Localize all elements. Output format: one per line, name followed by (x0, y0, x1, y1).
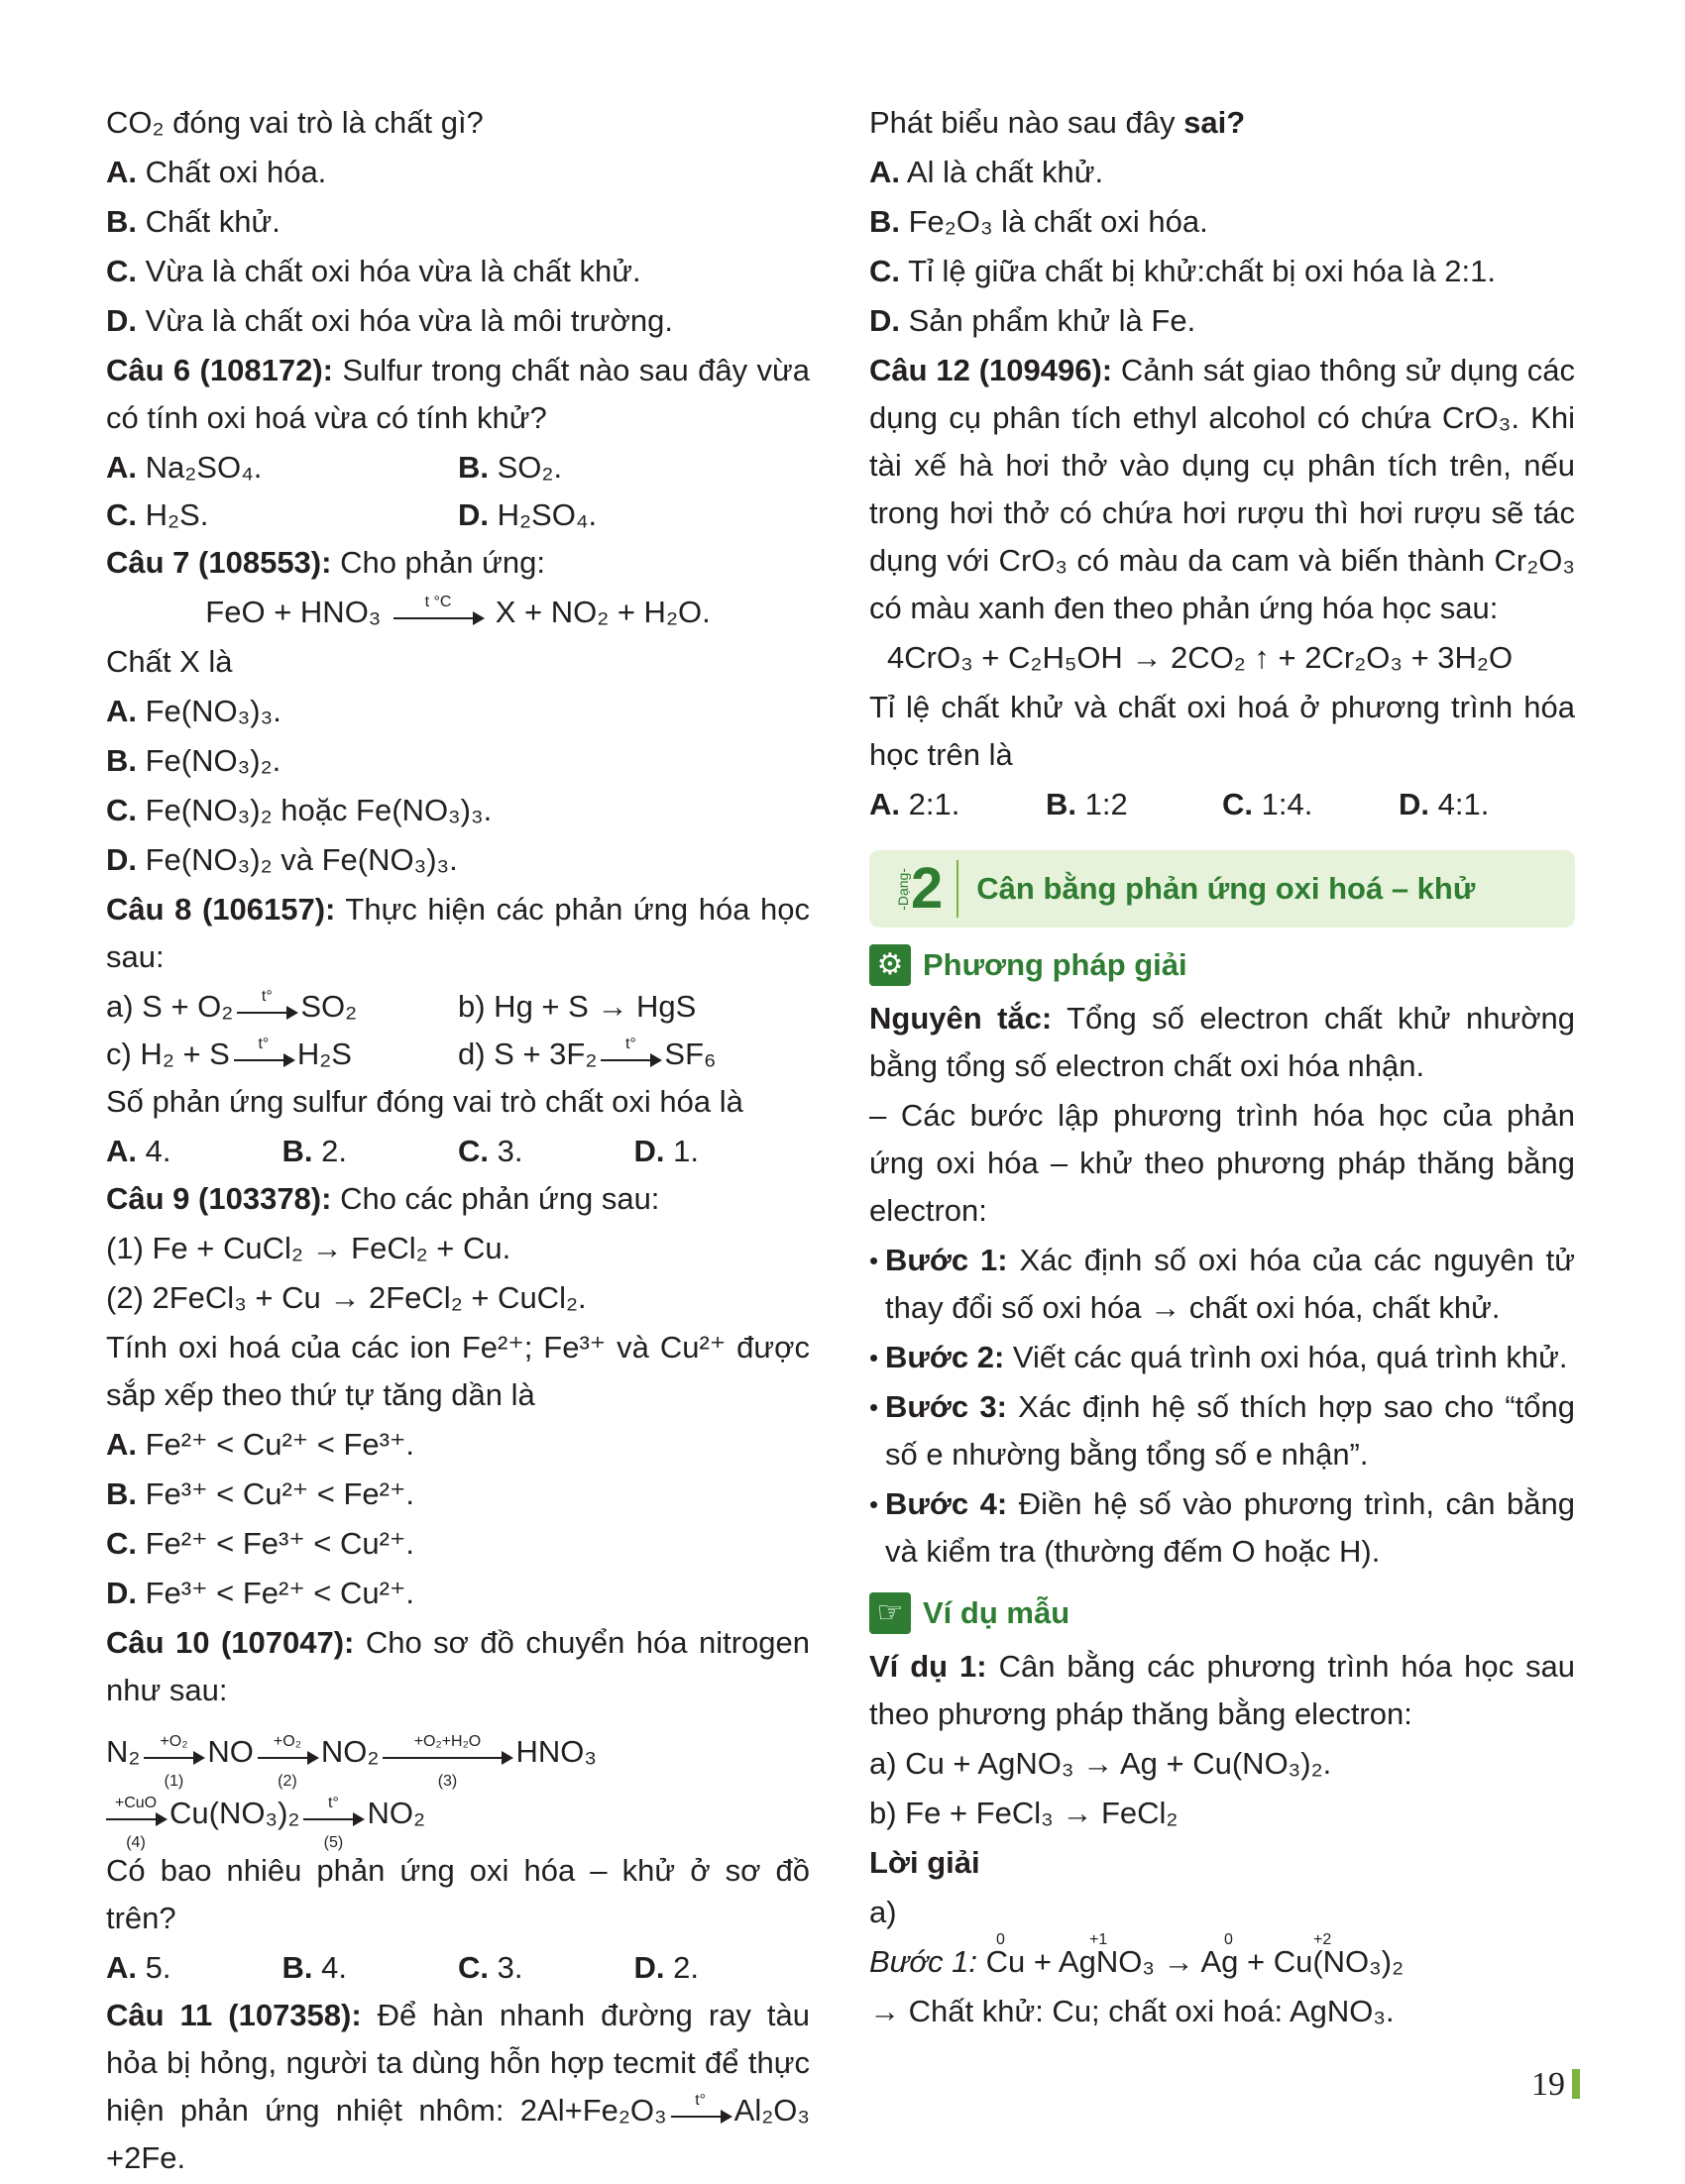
section-number: 2 (911, 856, 944, 921)
q9-option-b: B. Fe³⁺ < Cu²⁺ < Fe²⁺. (106, 1476, 414, 1511)
q7-option-b: B. Fe(NO₃)₂. (106, 743, 281, 778)
q10-option-a: A. 5. (106, 1950, 171, 1985)
method-heading (869, 941, 1575, 989)
principle: Nguyên tắc: Tổng số electron chất khử nhường bằng tổng số electron chất oxi hóa nhận. (869, 1001, 1576, 1083)
step-1: • Bước 1: Xác định số oxi hóa của các nguyên tử thay đổi số oxi hóa → chất oxi hóa, chất khử. (869, 1237, 1575, 1332)
reaction-arrow: $\frac{\text{+O₂}}{(2)}$ (258, 1753, 317, 1755)
q7-equation: FeO + HNO₃ t °C X + NO₂ + H₂O. (205, 593, 711, 629)
question-7: Câu 7 (108553): Cho phản ứng: (106, 545, 545, 580)
q5-option-a: A. Chất oxi hóa. (106, 155, 327, 189)
pointing-hand-icon: ☞ (869, 1592, 911, 1634)
q10-options (106, 1944, 810, 1992)
q8-option-c: C. 3. (458, 1134, 523, 1168)
ox-state-cu: 0 (996, 1931, 1005, 1948)
step-2: • Bước 2: Viết các quá trình oxi hóa, quá trình khử. (869, 1334, 1575, 1381)
question-11: Câu 11 (107358): Để hàn nhanh đường ray tàu hỏa bị hỏng, người ta dùng hỗn hợp tecmit để thực hiện phản ứng nhiệt nhôm: 2Al+Fe₂O₃ t° Al₂O₃ +2Fe. (106, 1998, 810, 2175)
q8-reactions-row2 (106, 1031, 810, 1078)
reaction-arrow: t° (237, 1008, 296, 1010)
page-number: 19 (1531, 2066, 1565, 2103)
q7-option-c: C. Fe(NO₃)₂ hoặc Fe(NO₃)₃. (106, 793, 493, 827)
q5-intro: CO₂ đóng vai trò là chất gì? (106, 105, 484, 140)
q12-equation: 4CrO₃ + C₂H₅OH → 2CO₂ ↑ + 2Cr₂O₃ + 3H₂O (887, 640, 1514, 675)
q12-ask: Tỉ lệ chất khử và chất oxi hoá ở phương trình hóa học trên là (869, 690, 1575, 772)
ox-state-ag-product: 0 (1224, 1931, 1233, 1948)
q8-option-a: A. 4. (106, 1134, 171, 1168)
step-3: • Bước 3: Xác định hệ số thích hợp sao cho “tổng số e nhường bằng tổng số e nhận”. (869, 1383, 1575, 1478)
example-1-a: a) Cu + AgNO₃ → Ag + Cu(NO₃)₂. (869, 1746, 1332, 1781)
q9-ask: Tính oxi hoá của các ion Fe²⁺; Fe³⁺ và Cu²⁺ được sắp xếp theo thứ tự tăng dần là (106, 1330, 810, 1412)
page-number-bar (1572, 2069, 1580, 2099)
q11-option-d: D. Sản phẩm khử là Fe. (869, 303, 1196, 338)
method-title: Phương pháp giải (923, 947, 1187, 982)
q6-option-a: A. Na₂SO₄. (106, 450, 263, 485)
reaction-arrow: +CuO (4) (106, 1814, 166, 1816)
example-heading (869, 1589, 1575, 1637)
q7-option-d: D. Fe(NO₃)₂ và Fe(NO₃)₃. (106, 842, 458, 877)
q8-reaction-d: d) S + 3F₂ t° SF₆ (458, 1035, 717, 1071)
q6-option-b: B. SO₂. (458, 450, 563, 485)
q10-ask: Có bao nhiêu phản ứng oxi hóa – khử ở sơ đồ trên? (106, 1853, 810, 1935)
q11-ask: Phát biểu nào sau đây sai? (869, 105, 1246, 140)
q9-option-c: C. Fe²⁺ < Fe³⁺ < Cu²⁺. (106, 1526, 414, 1561)
q11-option-c: C. Tỉ lệ giữa chất bị khử:chất bị oxi hóa là 2:1. (869, 254, 1496, 288)
q8-reaction-b: b) Hg + S → HgS (458, 989, 697, 1024)
q5-option-c: C. Vừa là chất oxi hóa vừa là chất khử. (106, 254, 641, 288)
q11-option-a: A. Al là chất khử. (869, 155, 1104, 189)
q9-option-d: D. Fe³⁺ < Fe²⁺ < Cu²⁺. (106, 1576, 414, 1610)
section-title: Cân bằng phản ứng oxi hoá – khử (976, 871, 1476, 906)
reaction-arrow: t° (234, 1055, 293, 1057)
q5-option-d: D. Vừa là chất oxi hóa vừa là môi trường. (106, 303, 673, 338)
q10-option-d: D. 2. (633, 1950, 699, 1985)
q6-options-row2 (106, 491, 810, 539)
q9-reaction-1: (1) Fe + CuCl₂ → FeCl₂ + Cu. (106, 1231, 511, 1265)
reaction-arrow: t° (601, 1055, 660, 1057)
q12-option-b: B. 1:2 (1046, 787, 1128, 821)
q8-option-b: B. 2. (281, 1134, 347, 1168)
reaction-arrow: $\frac{t^\circ}{(5)}$ (303, 1814, 363, 1816)
q12-option-c: C. 1:4. (1222, 787, 1313, 821)
q12-options (869, 781, 1575, 828)
step-1-equation: Bước 1: Cu + AgNO₃ → Ag + Cu(NO₃)₂ 0 +1 0 +2 (869, 1938, 1575, 1986)
q12-option-a: A. 2:1. (869, 787, 960, 821)
steps-intro: – Các bước lập phương trình hóa học của phản ứng oxi hóa – khử theo phương pháp thăng bằng electron: (869, 1098, 1575, 1228)
q10-option-c: C. 3. (458, 1950, 523, 1985)
reaction-arrow: t °C (393, 613, 483, 615)
q11-option-b: B. Fe₂O₃ là chất oxi hóa. (869, 204, 1208, 239)
step-4: • Bước 4: Điền hệ số vào phương trình, cân bằng và kiểm tra (thường đếm O hoặc H). (869, 1480, 1575, 1576)
q8-reaction-c: c) H₂ + S t° H₂S (106, 1035, 352, 1071)
left-column (106, 99, 810, 2184)
ox-state-ag: +1 (1089, 1931, 1108, 1948)
question-12: Câu 12 (109496): Cảnh sát giao thông sử dụng các dụng cụ phân tích ethyl alcohol có chứa CrO₃. Khi tài xế hà hơi thở vào dụng cụ phân tích trên, nếu trong hơi thở có chứa hơi rượu thì hơi rượu sẽ tác dụng với CrO₃ có màu da cam và biến thành Cr₂O₃ có màu xanh đen theo phản ứng hóa học sau: (869, 353, 1575, 625)
q8-option-d: D. 1. (633, 1134, 699, 1168)
q10-option-b: B. 4. (281, 1950, 347, 1985)
example-1: Ví dụ 1: Cân bằng các phương trình hóa học sau theo phương pháp thăng bằng electron: (869, 1649, 1576, 1731)
question-6: Câu 6 (108172): Sulfur trong chất nào sau đây vừa có tính oxi hoá vừa có tính khử? (106, 353, 810, 435)
q5-option-b: B. Chất khử. (106, 204, 281, 239)
q7-option-a: A. Fe(NO₃)₃. (106, 694, 281, 728)
section-divider (956, 860, 958, 918)
q9-reaction-2: (2) 2FeCl₃ + Cu → 2FeCl₂ + CuCl₂. (106, 1280, 587, 1315)
q6-option-c: C. H₂S. (106, 497, 209, 532)
q8-reaction-a: a) S + O₂ t° SO₂ (106, 987, 358, 1024)
reaction-arrow: $\frac{\text{+O₂}}{(1)}$ (144, 1753, 203, 1755)
question-8: Câu 8 (106157): Thực hiện các phản ứng hóa học sau: (106, 892, 810, 974)
ox-state-cu-product: +2 (1313, 1931, 1332, 1948)
right-column (869, 99, 1575, 2037)
q8-options (106, 1128, 810, 1175)
q8-reactions-row1 (106, 983, 810, 1031)
gear-icon: ⚙ (869, 944, 911, 986)
q10-scheme-line1: N₂ $\frac{\text{+O₂}}{(1)}$ NO $\frac{\text{+O₂}}{(2)}$ NO₂ $\frac{\text{+O₂+H₂O}}{(3)}$ HNO₃ (106, 1732, 597, 1790)
question-9: Câu 9 (103378): Cho các phản ứng sau: (106, 1181, 660, 1216)
question-10: Câu 10 (107047): Cho sơ đồ chuyển hóa nitrogen như sau: (106, 1625, 810, 1707)
example-1-b: b) Fe + FeCl₃ → FeCl₂ (869, 1796, 1179, 1830)
solution-heading: Lời giải (869, 1845, 980, 1880)
q7-ask: Chất X là (106, 644, 233, 679)
solution-a: a) (869, 1895, 897, 1929)
reaction-arrow: $\frac{\text{+O₂+H₂O}}{(3)}$ (383, 1753, 511, 1755)
section-type-label: -Dạng- (895, 867, 911, 911)
q12-option-d: D. 4:1. (1399, 787, 1490, 821)
q9-option-a: A. Fe²⁺ < Cu²⁺ < Fe³⁺. (106, 1427, 414, 1462)
reaction-arrow: t° (671, 2112, 730, 2114)
q10-scheme-line2: +CuO (4) Cu(NO₃)₂ $\frac{t^\circ}{(5)}$ NO₂ (106, 1790, 810, 1837)
q8-ask: Số phản ứng sulfur đóng vai trò chất oxi hóa là (106, 1084, 743, 1119)
section-banner (869, 850, 1575, 928)
q6-options-row1 (106, 444, 810, 491)
example-title: Ví dụ mẫu (923, 1595, 1070, 1630)
q6-option-d: D. H₂SO₄. (458, 497, 598, 532)
conclusion: → Chất khử: Cu; chất oxi hoá: AgNO₃. (869, 1994, 1395, 2028)
